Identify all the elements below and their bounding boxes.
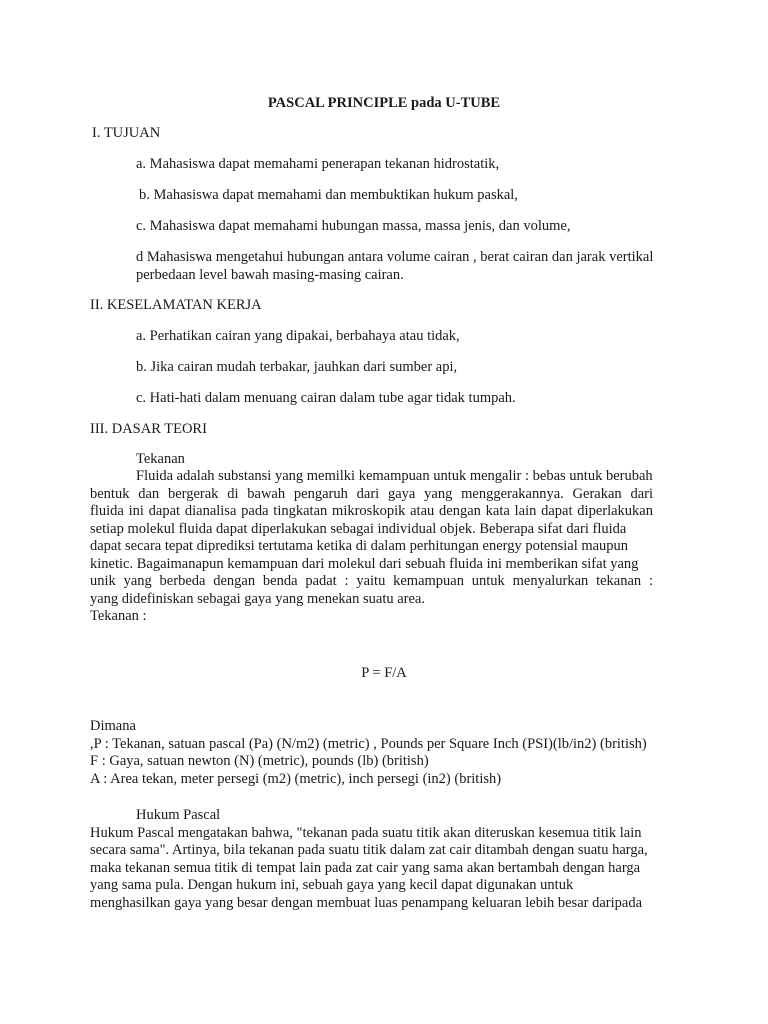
paragraph-line: kinetic. Bagaimanapun kemampuan dari molekul dari sebuah fluida ini memberikan sifat yang <box>90 556 639 572</box>
document-title: PASCAL PRINCIPLE pada U-TUBE <box>267 95 501 111</box>
section-heading-keselamatan: II. KESELAMATAN KERJA <box>90 297 262 313</box>
list-item: b. Jika cairan mudah terbakar, jauhkan dari sumber api, <box>136 359 458 375</box>
list-item-continuation: perbedaan level bawah masing-masing cairan. <box>136 267 404 283</box>
paragraph-line: menghasilkan gaya yang besar dengan membuat luas penampang keluaran lebih besar daripada <box>90 895 642 911</box>
paragraph-line: yang didefiniskan sebagai gaya yang menekan suatu area. <box>90 591 425 607</box>
paragraph-line: dapat secara tepat diprediksi tertutama ketika di dalam perhitungan energy potensial maupun <box>90 538 629 554</box>
paragraph-line: Fluida adalah substansi yang memilki kemampuan untuk mengalir : bebas untuk berubah <box>136 468 653 484</box>
section-heading-tujuan: I. TUJUAN <box>92 125 161 141</box>
list-item: b. Mahasiswa dapat memahami dan membuktikan hukum paskal, <box>139 187 518 203</box>
list-item: a. Mahasiswa dapat memahami penerapan tekanan hidrostatik, <box>136 156 500 172</box>
definition-line: ,P : Tekanan, satuan pascal (Pa) (N/m2) (metric) , Pounds per Square Inch (PSI)(lb/in2) (british) <box>90 736 647 752</box>
paragraph-line: bentuk dan bergerak di bawah pengaruh dari gaya yang menggerakannya. Gerakan dari <box>90 486 653 502</box>
paragraph-line: Hukum Pascal mengatakan bahwa, "tekanan pada suatu titik akan diteruskan kesemua titik lain <box>90 825 642 841</box>
formula: P = F/A <box>361 665 407 681</box>
tekanan-label: Tekanan : <box>90 608 147 624</box>
paragraph-line: yang sama pula. Dengan hukum ini, sebuah gaya yang kecil dapat digunakan untuk <box>90 877 574 893</box>
list-item: c. Mahasiswa dapat memahami hubungan massa, massa jenis, dan volume, <box>136 218 571 234</box>
section-heading-dasar-teori: III. DASAR TEORI <box>90 421 207 437</box>
list-item: a. Perhatikan cairan yang dipakai, berbahaya atau tidak, <box>136 328 460 344</box>
paragraph-line: maka tekanan semua titik di tempat lain pada zat cair yang sama akan bertambah dengan harga <box>90 860 641 876</box>
definition-line: F : Gaya, satuan newton (N) (metric), pounds (lb) (british) <box>90 753 429 769</box>
definition-line: A : Area tekan, meter persegi (m2) (metric), inch persegi (in2) (british) <box>90 771 502 787</box>
paragraph-line: setiap molekul fluida dapat diperlakukan sebagai individual objek. Beberapa sifat dari fluida <box>90 521 627 537</box>
paragraph-line: unik yang berbeda dengan benda padat : yaitu kemampuan untuk menyalurkan tekanan : <box>90 573 653 589</box>
subheading-hukum-pascal: Hukum Pascal <box>136 807 221 823</box>
dimana-label: Dimana <box>90 718 136 734</box>
paragraph-line: secara sama". Artinya, bila tekanan pada suatu titik dalam zat cair ditambah dengan suatu harga, <box>90 842 648 858</box>
list-item: c. Hati-hati dalam menuang cairan dalam tube agar tidak tumpah. <box>136 390 516 406</box>
paragraph-line: fluida ini dapat dianalisa pada tingkatan mikroskopik atau dengan kata lain dapat diperlakukan <box>90 503 653 519</box>
list-item: d Mahasiswa mengetahui hubungan antara volume cairan , berat cairan dan jarak vertikal <box>136 249 654 265</box>
subheading-tekanan: Tekanan <box>136 451 185 467</box>
